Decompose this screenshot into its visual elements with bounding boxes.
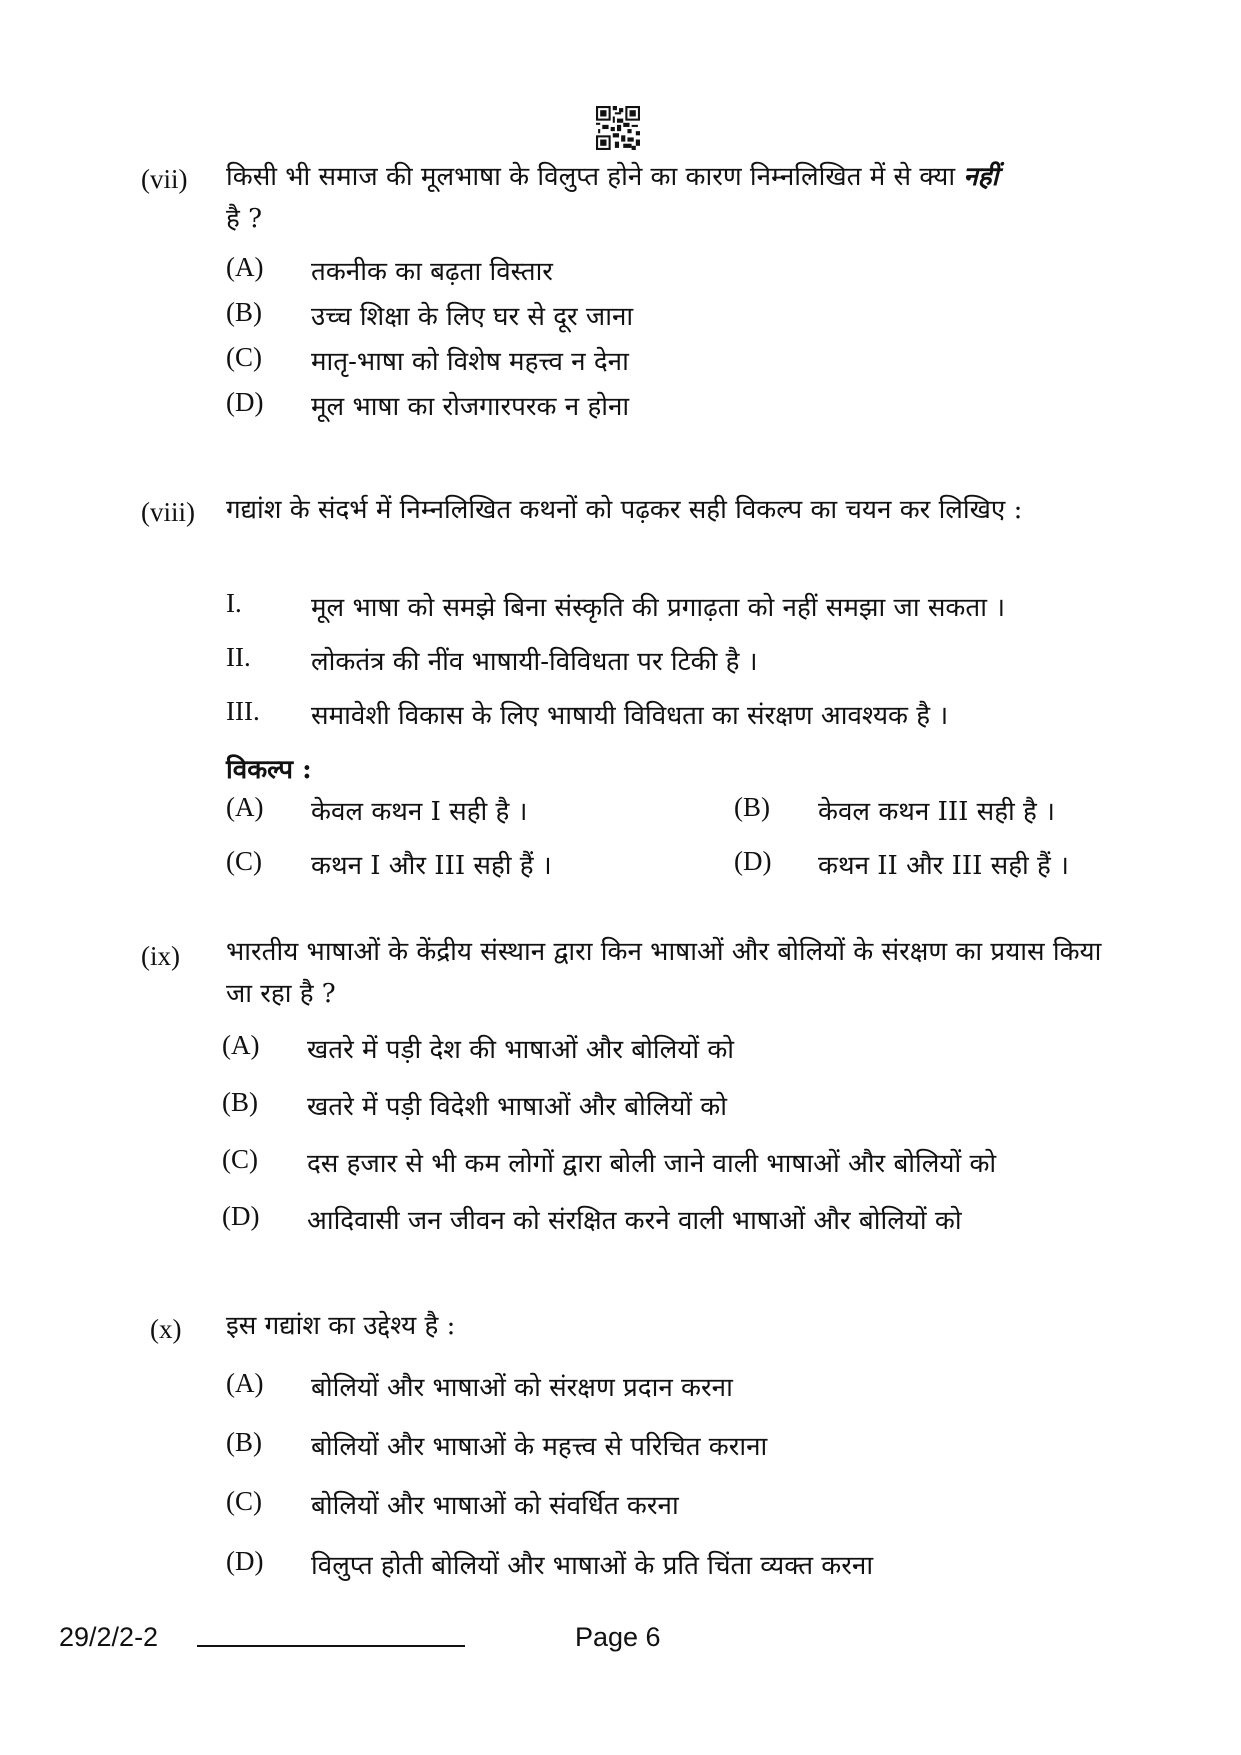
question-text: गद्यांश के संदर्भ में निम्नलिखित कथनों को पढ़कर सही विकल्प का चयन कर लिखिए : <box>226 495 1023 525</box>
option-label: (B) <box>226 1427 262 1457</box>
option-label: (A) <box>226 252 264 282</box>
paper-code: 29/2/2-2 <box>59 1622 159 1652</box>
option-label: (C) <box>226 1486 262 1516</box>
option-row <box>0 1546 1241 1586</box>
option-label: (D) <box>222 1201 260 1231</box>
option-row <box>0 1201 1241 1241</box>
option-text: आदिवासी जन जीवन को संरक्षित करने वाली भाषाओं और बोलियों को <box>307 1206 962 1236</box>
option-row <box>0 1030 1241 1070</box>
question-text: इस गद्यांश का उद्देश्य है : <box>226 1311 456 1341</box>
option-label: (D) <box>734 846 772 876</box>
option-text: कथन I और III सही हैं । <box>311 851 552 881</box>
option-text: बोलियों और भाषाओं को संवर्धित करना <box>311 1491 679 1521</box>
statement-label: I. <box>226 588 242 618</box>
option-label: (B) <box>222 1087 258 1117</box>
option-text: बोलियों और भाषाओं को संरक्षण प्रदान करना <box>311 1373 733 1403</box>
option-label: (B) <box>734 792 770 822</box>
option-row <box>0 1486 1241 1526</box>
statement-label: II. <box>226 642 251 672</box>
options-heading: विकल्प : <box>226 755 312 785</box>
option-label: (A) <box>226 792 264 822</box>
emphasis-word: नहीं <box>963 162 999 192</box>
option-text: मातृ-भाषा को विशेष महत्त्व न देना <box>311 347 629 377</box>
question-number: (x) <box>150 1314 182 1344</box>
question-number: (vii) <box>141 164 188 194</box>
option-text: तकनीक का बढ़ता विस्तार <box>311 257 553 287</box>
statement-text: लोकतंत्र की नींव भाषायी-विविधता पर टिकी है । <box>311 647 758 677</box>
option-label: (A) <box>222 1030 260 1060</box>
statement-row <box>0 588 1241 628</box>
option-text: केवल कथन III सही है । <box>818 797 1055 827</box>
option-row <box>0 252 1241 292</box>
option-row <box>0 342 1241 382</box>
option-label: (B) <box>226 297 262 327</box>
option-label: (C) <box>226 846 262 876</box>
footer-divider <box>197 1645 465 1647</box>
option-label: (A) <box>226 1368 264 1398</box>
option-text: केवल कथन I सही है । <box>311 797 528 827</box>
option-text: खतरे में पड़ी देश की भाषाओं और बोलियों को <box>307 1035 735 1065</box>
option-text: खतरे में पड़ी विदेशी भाषाओं और बोलियों को <box>307 1092 727 1122</box>
option-row <box>0 792 1241 832</box>
statement-text: मूल भाषा को समझे बिना संस्कृति की प्रगाढ़ता को नहीं समझा जा सकता । <box>311 593 1006 623</box>
question-number: (ix) <box>141 941 180 971</box>
option-row <box>0 1368 1241 1408</box>
option-label: (C) <box>226 342 262 372</box>
question-text: किसी भी समाज की मूलभाषा के विलुप्त होने का कारण निम्नलिखित में से क्या नहीं है ? <box>226 162 999 234</box>
statement-text: समावेशी विकास के लिए भाषायी विविधता का संरक्षण आवश्यक है । <box>311 701 949 731</box>
option-row <box>0 846 1241 886</box>
page-number: Page 6 <box>575 1622 661 1652</box>
question-text: भारतीय भाषाओं के केंद्रीय संस्थान द्वारा किन भाषाओं और बोलियों के संरक्षण का प्रयास किया जा रहा है ? <box>226 937 1102 1009</box>
option-text: दस हजार से भी कम लोगों द्वारा बोली जाने वाली भाषाओं और बोलियों को <box>307 1149 997 1179</box>
statement-label: III. <box>226 696 260 726</box>
option-text: कथन II और III सही हैं । <box>818 851 1069 881</box>
question-number: (viii) <box>141 497 195 527</box>
option-label: (D) <box>226 387 264 417</box>
option-row <box>0 387 1241 427</box>
option-text: उच्च शिक्षा के लिए घर से दूर जाना <box>311 302 634 332</box>
option-row <box>0 1427 1241 1467</box>
option-row <box>0 1144 1241 1184</box>
option-text: बोलियों और भाषाओं के महत्त्व से परिचित कराना <box>311 1432 768 1462</box>
option-label: (C) <box>222 1144 258 1174</box>
option-row <box>0 1087 1241 1127</box>
option-text: विलुप्त होती बोलियों और भाषाओं के प्रति चिंता व्यक्त करना <box>311 1551 874 1581</box>
statement-row <box>0 696 1241 736</box>
option-row <box>0 297 1241 337</box>
qr-code-icon <box>596 106 640 150</box>
option-text: मूल भाषा का रोजगारपरक न होना <box>311 392 630 422</box>
statement-row <box>0 642 1241 682</box>
option-label: (D) <box>226 1546 264 1576</box>
